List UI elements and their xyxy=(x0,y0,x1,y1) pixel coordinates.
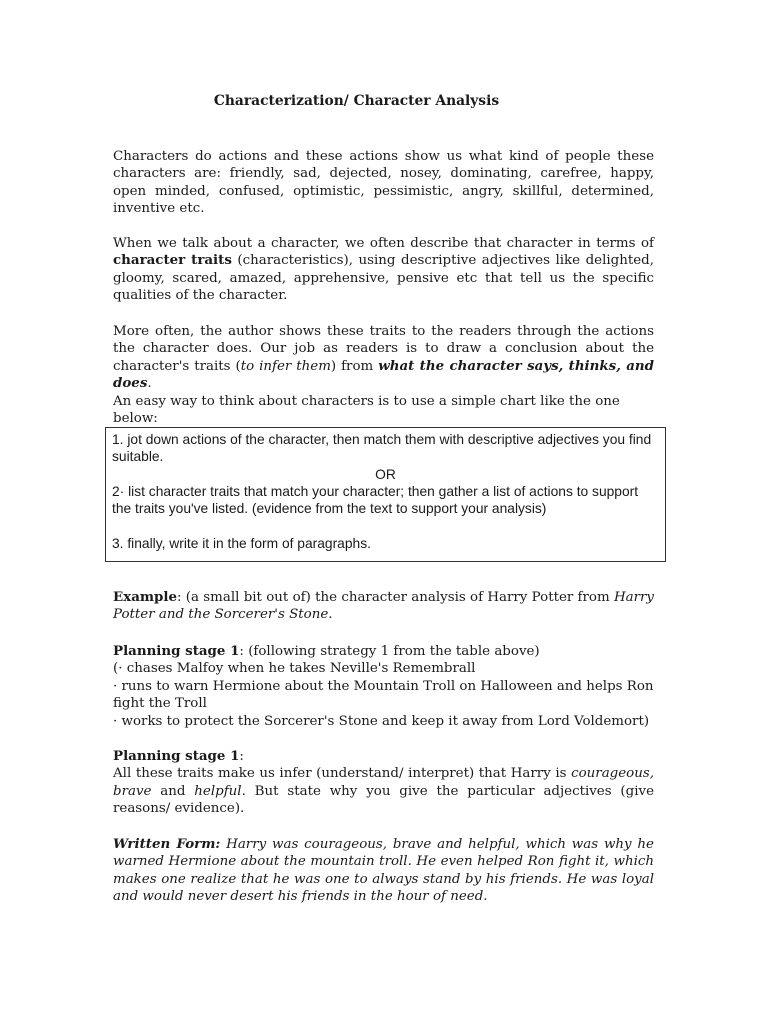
para-3-text-a: More often, the author shows these traits to the readers through the actions the character does. Our job as readers is to draw a conclusion about the character's traits ( xyxy=(113,324,654,374)
written-form-paragraph xyxy=(113,836,654,906)
page-title: Characterization/ Character Analysis xyxy=(213,93,500,109)
para-3-bold-italic: what the character says, thinks, and does xyxy=(113,357,655,392)
planning-item: (· chases Malfoy when he takes Neville's Remembrall xyxy=(113,661,476,677)
strategy-box xyxy=(105,427,666,562)
traits-paragraph xyxy=(113,235,654,305)
planning-2-italic-2: helpful xyxy=(194,783,242,799)
example-book-title: Harry Potter and the Sorcerer's Stone xyxy=(113,590,654,623)
para-2-text-a: When we talk about a character, we often describe that character in terms of xyxy=(113,236,654,251)
para-3-text-c: . xyxy=(147,376,152,392)
planning-2-text-a: All these traits make us infer (understand/ interpret) that Harry is xyxy=(113,766,572,782)
para-3-italic: to infer them xyxy=(240,358,331,374)
para-1-text: Characters do actions and these actions show us what kind of people these characters are: friendly, sad, dejected, nosey, dominating, carefree, happy, open minded, confused, optimistic, pessimistic, angry, skillful, determined, inventive etc. xyxy=(113,149,654,217)
planning-label: Planning stage 1 xyxy=(113,643,240,659)
example-text-a: : (a small bit out of) the character analysis of Harry Potter from xyxy=(177,590,614,605)
para-4-text: An easy way to think about characters is to use a simple chart like the one below: xyxy=(113,394,620,427)
planning-item: · runs to warn Hermione about the Mountain Troll on Halloween and helps Ron fight the Troll xyxy=(113,678,654,712)
chart-intro-paragraph xyxy=(113,393,654,428)
example-label: Example xyxy=(113,589,178,605)
planning-2-text-c: . But state why you give the particular adjectives (give reasons/ evidence). xyxy=(113,783,654,817)
para-2-text-b: (characteristics), using descriptive adjectives like delighted, gloomy, scared, amazed, apprehensive, pensive etc that tell us the specific qualities of the character. xyxy=(113,253,654,304)
intro-paragraph xyxy=(113,148,654,218)
written-form-text: Harry was courageous, brave and helpful, which was why he warned Hermione about the mountain troll. He even helped Ron fight it, which makes one realize that he was one to always stand by his friends. He was loyal and would never desert his friends in the hour of need. xyxy=(113,837,654,905)
example-text-b: . xyxy=(328,607,333,623)
infer-paragraph xyxy=(113,323,654,393)
strategy-2: 2· list character traits that match your character; then gather a list of actions to support the traits you've listed. (evidence from the text to support your analysis) xyxy=(112,483,639,517)
planning-stage-section-2: Planning stage 1: All these traits make us infer (understand/ interpret) that Harry is courageous, brave and helpful. But state why you give the particular adjectives (give reasons/ evidence). xyxy=(113,748,654,817)
character-traits-term: character traits xyxy=(113,252,232,269)
strategy-or: OR xyxy=(375,466,396,482)
para-3-text-b: ) from xyxy=(330,358,379,374)
strategy-1: 1. jot down actions of the character, then match them with descriptive adjectives you find suitable. xyxy=(112,432,652,465)
planning-2-italic-1: courageous, brave xyxy=(113,766,654,799)
strategy-3: 3. finally, write it in the form of paragraphs. xyxy=(112,535,371,551)
planning-item: · works to protect the Sorcerer's Stone and keep it away from Lord Voldemort) xyxy=(113,713,650,729)
example-paragraph xyxy=(113,589,654,624)
planning-stage-section xyxy=(113,643,654,730)
written-form-label: Written Form: xyxy=(113,836,221,852)
planning-text: : (following strategy 1 from the table above) xyxy=(239,644,540,659)
planning-label-2: Planning stage 1 xyxy=(113,748,240,764)
